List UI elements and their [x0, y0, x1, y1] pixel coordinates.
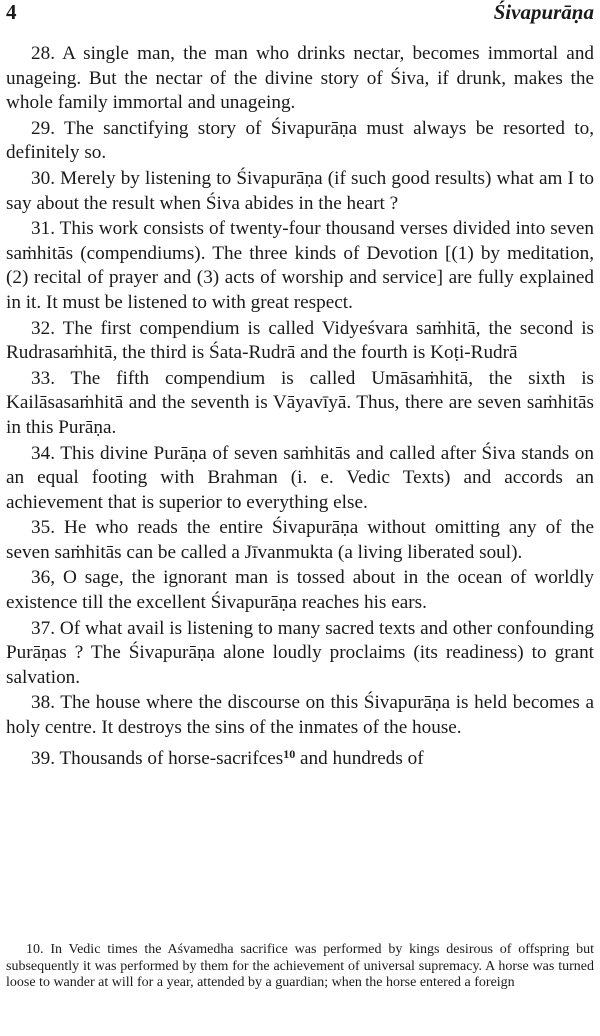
footnote — [6, 942, 594, 992]
page-number: 4 — [6, 0, 17, 24]
verse-text: O sage, the ignorant man is tossed about in the ocean of worldly existence till the excellent Śivapurāṇa reaches his ears. — [6, 567, 595, 614]
verse-number: 38. — [31, 692, 55, 714]
footnote-paragraph — [6, 942, 594, 992]
verse-35 — [6, 516, 594, 565]
footnote-reference[interactable]: 10 — [283, 746, 296, 761]
verse-number: 35. — [31, 517, 55, 539]
verse-37 — [6, 617, 594, 691]
verse-number: 34. — [31, 442, 55, 464]
verse-number: 29. — [31, 117, 55, 139]
verse-38 — [6, 691, 594, 740]
verse-number: 30. — [31, 167, 55, 189]
verse-number: 33. — [31, 367, 55, 389]
verse-36 — [6, 566, 594, 615]
verse-text: This divine Purāṇa of seven saṁhitās and called after Śiva stands on an equal footing with Brahman (i. e. Vedic Texts) and accords an achievement that is superior to everything else. — [6, 442, 594, 513]
page-header — [6, 0, 594, 26]
verse-text: This work consists of twenty-four thousand verses divided into seven saṁhitās (compendiums). The three kinds of Devotion [(1) by meditation, (2) recital of prayer and (3) acts of worship and service] are fully explained in it. It must be listened to with great respect. — [6, 218, 594, 313]
verse-text: The fifth compendium is called Umāsaṁhitā, the sixth is Kailāsasaṁhitā and the seventh is Vāyavīyā. Thus, there are seven saṁhitās in this Purāṇa. — [6, 367, 595, 438]
verse-text: Merely by listening to Śivapurāṇa (if such good results) what am I to say about the result when Śiva abides in the heart ? — [6, 167, 595, 214]
verse-31 — [6, 217, 594, 315]
verse-number: 28. — [31, 43, 55, 64]
verse-33 — [6, 367, 594, 441]
verse-number: 36, — [31, 567, 55, 589]
verse-34 — [6, 442, 594, 516]
verse-39 — [6, 742, 594, 772]
verse-text-continued: and hundreds of — [295, 747, 424, 769]
verse-30 — [6, 167, 594, 216]
verse-number: 37. — [31, 617, 55, 639]
verse-28 — [6, 42, 594, 116]
verse-number: 39. — [31, 747, 55, 769]
verse-text: Thousands of horse-sacrifces — [59, 747, 284, 769]
verse-32 — [6, 317, 594, 366]
footnote-number: 10. — [26, 942, 44, 957]
verse-number: 31. — [31, 218, 55, 240]
running-title: Śivapurāṇa — [493, 0, 594, 24]
verse-text: The house where the discourse on this Śivapurāṇa is held becomes a holy centre. It destroys the sins of the inmates of the house. — [6, 692, 594, 739]
verse-body — [6, 42, 594, 772]
verse-text: A single man, the man who drinks nectar, becomes immortal and unageing. But the nectar of the divine story of Śiva, if drunk, makes the whole family immortal and unageing. — [6, 43, 595, 114]
verse-number: 32. — [31, 317, 55, 339]
verse-text: He who reads the entire Śivapurāṇa without omitting any of the seven saṁhitās can be called a Jīvanmukta (a living liberated soul). — [6, 517, 595, 563]
footnote-text: In Vedic times the Aśvamedha sacrifice was performed by kings desirous of offspring but subsequently it was performed by them for the achievement of universal supremacy. A horse was turned loose to wander at will for a year, attended by a guardian; when the horse entered a foreign — [6, 942, 594, 991]
verse-29 — [6, 117, 594, 166]
verse-text: The first compendium is called Vidyeśvara saṁhitā, the second is Rudrasaṁhitā, the third is Śata-Rudrā and the fourth is Koṭi-Rudrā — [6, 317, 594, 364]
verse-text: Of what avail is listening to many sacred texts and other confounding Purāṇas ? The Śivapurāṇa alone loudly proclaims (its readiness) to grant salvation. — [6, 617, 595, 688]
verse-text: The sanctifying story of Śivapurāṇa must always be resorted to, definitely so. — [6, 117, 594, 164]
